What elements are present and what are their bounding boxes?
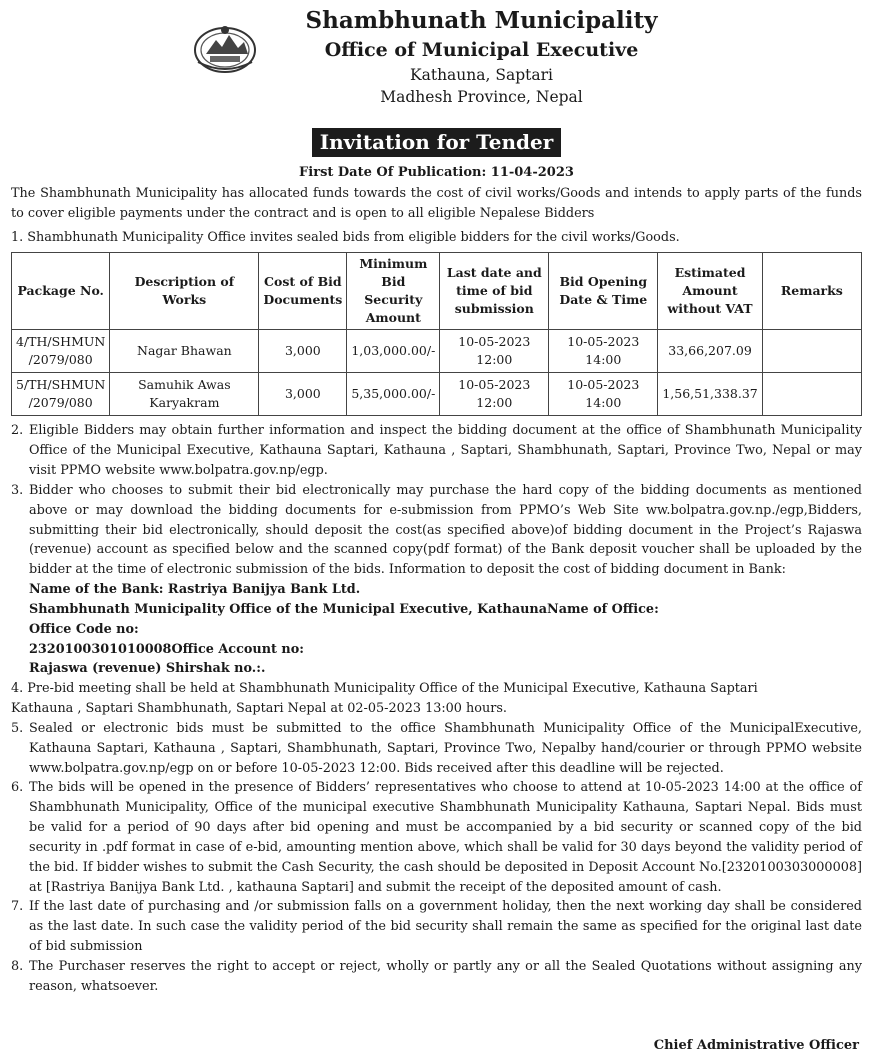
bank-line: Name of the Bank: Rastriya Banijya Bank Ltd.	[29, 582, 361, 598]
cell-remarks	[762, 330, 861, 373]
item-4-line-1: 4. Pre-bid meeting shall be held at Shambhunath Municipality Office of the Municipal Executive, Kathauna Saptari	[11, 681, 758, 697]
item-text: Eligible Bidders may obtain further information and inspect the bidding document at the office of Shambhunath Municipality Office of the Municipal Executive, Kathauna Saptari, Kathauna , Saptari, Shambhunath, Saptari, Province Two, Nepal or may visit PPMO website www.bolpatra.gov.np/egp.	[29, 423, 862, 479]
signature: Chief Administrative Officer	[653, 1038, 859, 1053]
office-name: Office of Municipal Executive	[324, 39, 639, 61]
cell-description: Nagar Bhawan	[110, 330, 259, 373]
list-item	[11, 421, 862, 480]
intro-paragraph: The Shambhunath Municipality has allocated funds towards the cost of civil works/Goods and intends to apply parts of the funds to cover eligible payments under the contract and is open to all eligible Nepalese Bidders	[11, 186, 862, 221]
header-opening: Bid Opening Date & Time	[549, 253, 658, 330]
cell-security: 5,35,000.00/-	[347, 373, 440, 416]
cell-opening: 10-05-2023 14:00	[549, 373, 658, 416]
tender-table	[11, 252, 862, 416]
list-item	[11, 957, 862, 997]
list-item	[11, 719, 862, 778]
item-text: Bidder who chooses to submit their bid electronically may purchase the hard copy of the bidding documents as mentioned above or may download the bidding documents for e-submission from PPMO’s Web Site ww.bolpatra.gov.np./egp,Bidders, submitting their bid electronically, should deposit the cost(as specified above)of bidding document in the Project’s Rajaswa (revenue) account as specified below and the scanned copy(pdf format) of the Bank deposit voucher shall be uploaded by the bidder at the time of electronic submission of the bids. Information to deposit the cost of bidding document in Bank:	[29, 482, 862, 578]
item-4-line-2: Kathauna , Saptari Shambhunath, Saptari Nepal at 02-05-2023 13:00 hours.	[11, 701, 507, 717]
items-list-b	[11, 719, 862, 997]
cell-cost: 3,000	[259, 330, 347, 373]
cell-package: 4/TH/SHMUN /2079/080	[12, 330, 110, 373]
item-text: The Purchaser reserves the right to accept or reject, wholly or partly any or all the Sealed Quotations without assigning any reason, whatsoever.	[29, 958, 862, 994]
cell-opening: 10-05-2023 14:00	[549, 330, 658, 373]
item-number: 5.	[11, 720, 24, 736]
cell-package: 5/TH/SHMUN /2079/080	[12, 373, 110, 416]
bank-line: Rajaswa (revenue) Shirshak no.:.	[29, 661, 266, 677]
item-number: 3.	[11, 482, 24, 498]
cell-last-date: 10-05-2023 12:00	[440, 373, 549, 416]
item-text: The bids will be opened in the presence of Bidders’ representatives who choose to attend at 10-05-2023 14:00 at the office of Shambhunath Municipality, Office of the municipal executive Shambhunath Municipality Kathauna, Saptari Nepal. Bids must be valid for a period of 90 days after bid opening and must be accompanied by a bid security or scanned copy of the bid security in .pdf format in case of e-bid, amounting mention above, which shall be valid for 30 days beyond the validity period of the bid. If bidder wishes to submit the Cash Security, the cash should be deposited in Deposit Account No.[2320100303000008] at [Rastriya Banijya Bank Ltd. , kathauna Saptari] and submit the receipt of the deposited amount of cash.	[29, 780, 862, 895]
item-1: 1. Shambhunath Municipality Office invites sealed bids from eligible bidders for the civil works/Goods.	[11, 229, 680, 245]
bank-line: Shambhunath Municipality Office of the Municipal Executive, KathaunaName of Office:	[29, 601, 659, 617]
bank-info	[11, 580, 862, 679]
publication-date: First Date Of Publication: 11-04-2023	[299, 165, 574, 180]
header-last-date: Last date and time of bid submission	[440, 253, 549, 330]
header-description: Description of Works	[110, 253, 259, 330]
document-header	[0, 0, 873, 128]
item-number: 6.	[11, 780, 24, 796]
cell-remarks	[762, 373, 861, 416]
cell-last-date: 10-05-2023 12:00	[440, 330, 549, 373]
cell-estimated: 1,56,51,338.37	[658, 373, 762, 416]
org-name: Shambhunath Municipality	[305, 7, 658, 34]
item-number: 7.	[11, 899, 24, 915]
item-number: 8.	[11, 958, 24, 974]
table-row	[12, 330, 862, 373]
items-list-a	[11, 421, 862, 580]
address-line-2: Madhesh Province, Nepal	[380, 88, 583, 106]
item-number: 2.	[11, 423, 24, 439]
bank-line: 2320100301010008Office Account no:	[29, 641, 304, 657]
cell-estimated: 33,66,207.09	[658, 330, 762, 373]
cell-description: Samuhik Awas Karyakram	[110, 373, 259, 416]
cell-security: 1,03,000.00/-	[347, 330, 440, 373]
header-package-no: Package No.	[12, 253, 110, 330]
list-item	[11, 481, 862, 580]
bank-line: Office Code no:	[29, 621, 139, 637]
list-item	[11, 897, 862, 956]
header-security: Minimum Bid Security Amount	[347, 253, 440, 330]
table-row	[12, 373, 862, 416]
document-body	[11, 184, 862, 997]
address-line-1: Kathauna, Saptari	[410, 66, 553, 84]
item-text: Sealed or electronic bids must be submitted to the office Shambhunath Municipality Office of the MunicipalExecutive, Kathauna Saptari, Kathauna , Saptari, Shambhunath, Saptari, Province Two, Nepalby hand/courier or through PPMO website www.bolpatra.gov.np/egp on or before 10-05-2023 12:00. Bids received after this deadline will be rejected.	[29, 720, 862, 776]
header-cost: Cost of Bid Documents	[259, 253, 347, 330]
item-text: If the last date of purchasing and /or submission falls on a government holiday, then the next working day shall be considered as the last date. In such case the validity period of the bid security shall remain the same as specified for the original last date of bid submission	[29, 899, 862, 955]
header-estimated: Estimated Amount without VAT	[658, 253, 762, 330]
cell-cost: 3,000	[259, 373, 347, 416]
table-header-row	[12, 253, 862, 330]
header-remarks: Remarks	[762, 253, 861, 330]
title-wrap	[0, 128, 873, 157]
list-item	[11, 778, 862, 897]
page-title: Invitation for Tender	[312, 128, 562, 157]
